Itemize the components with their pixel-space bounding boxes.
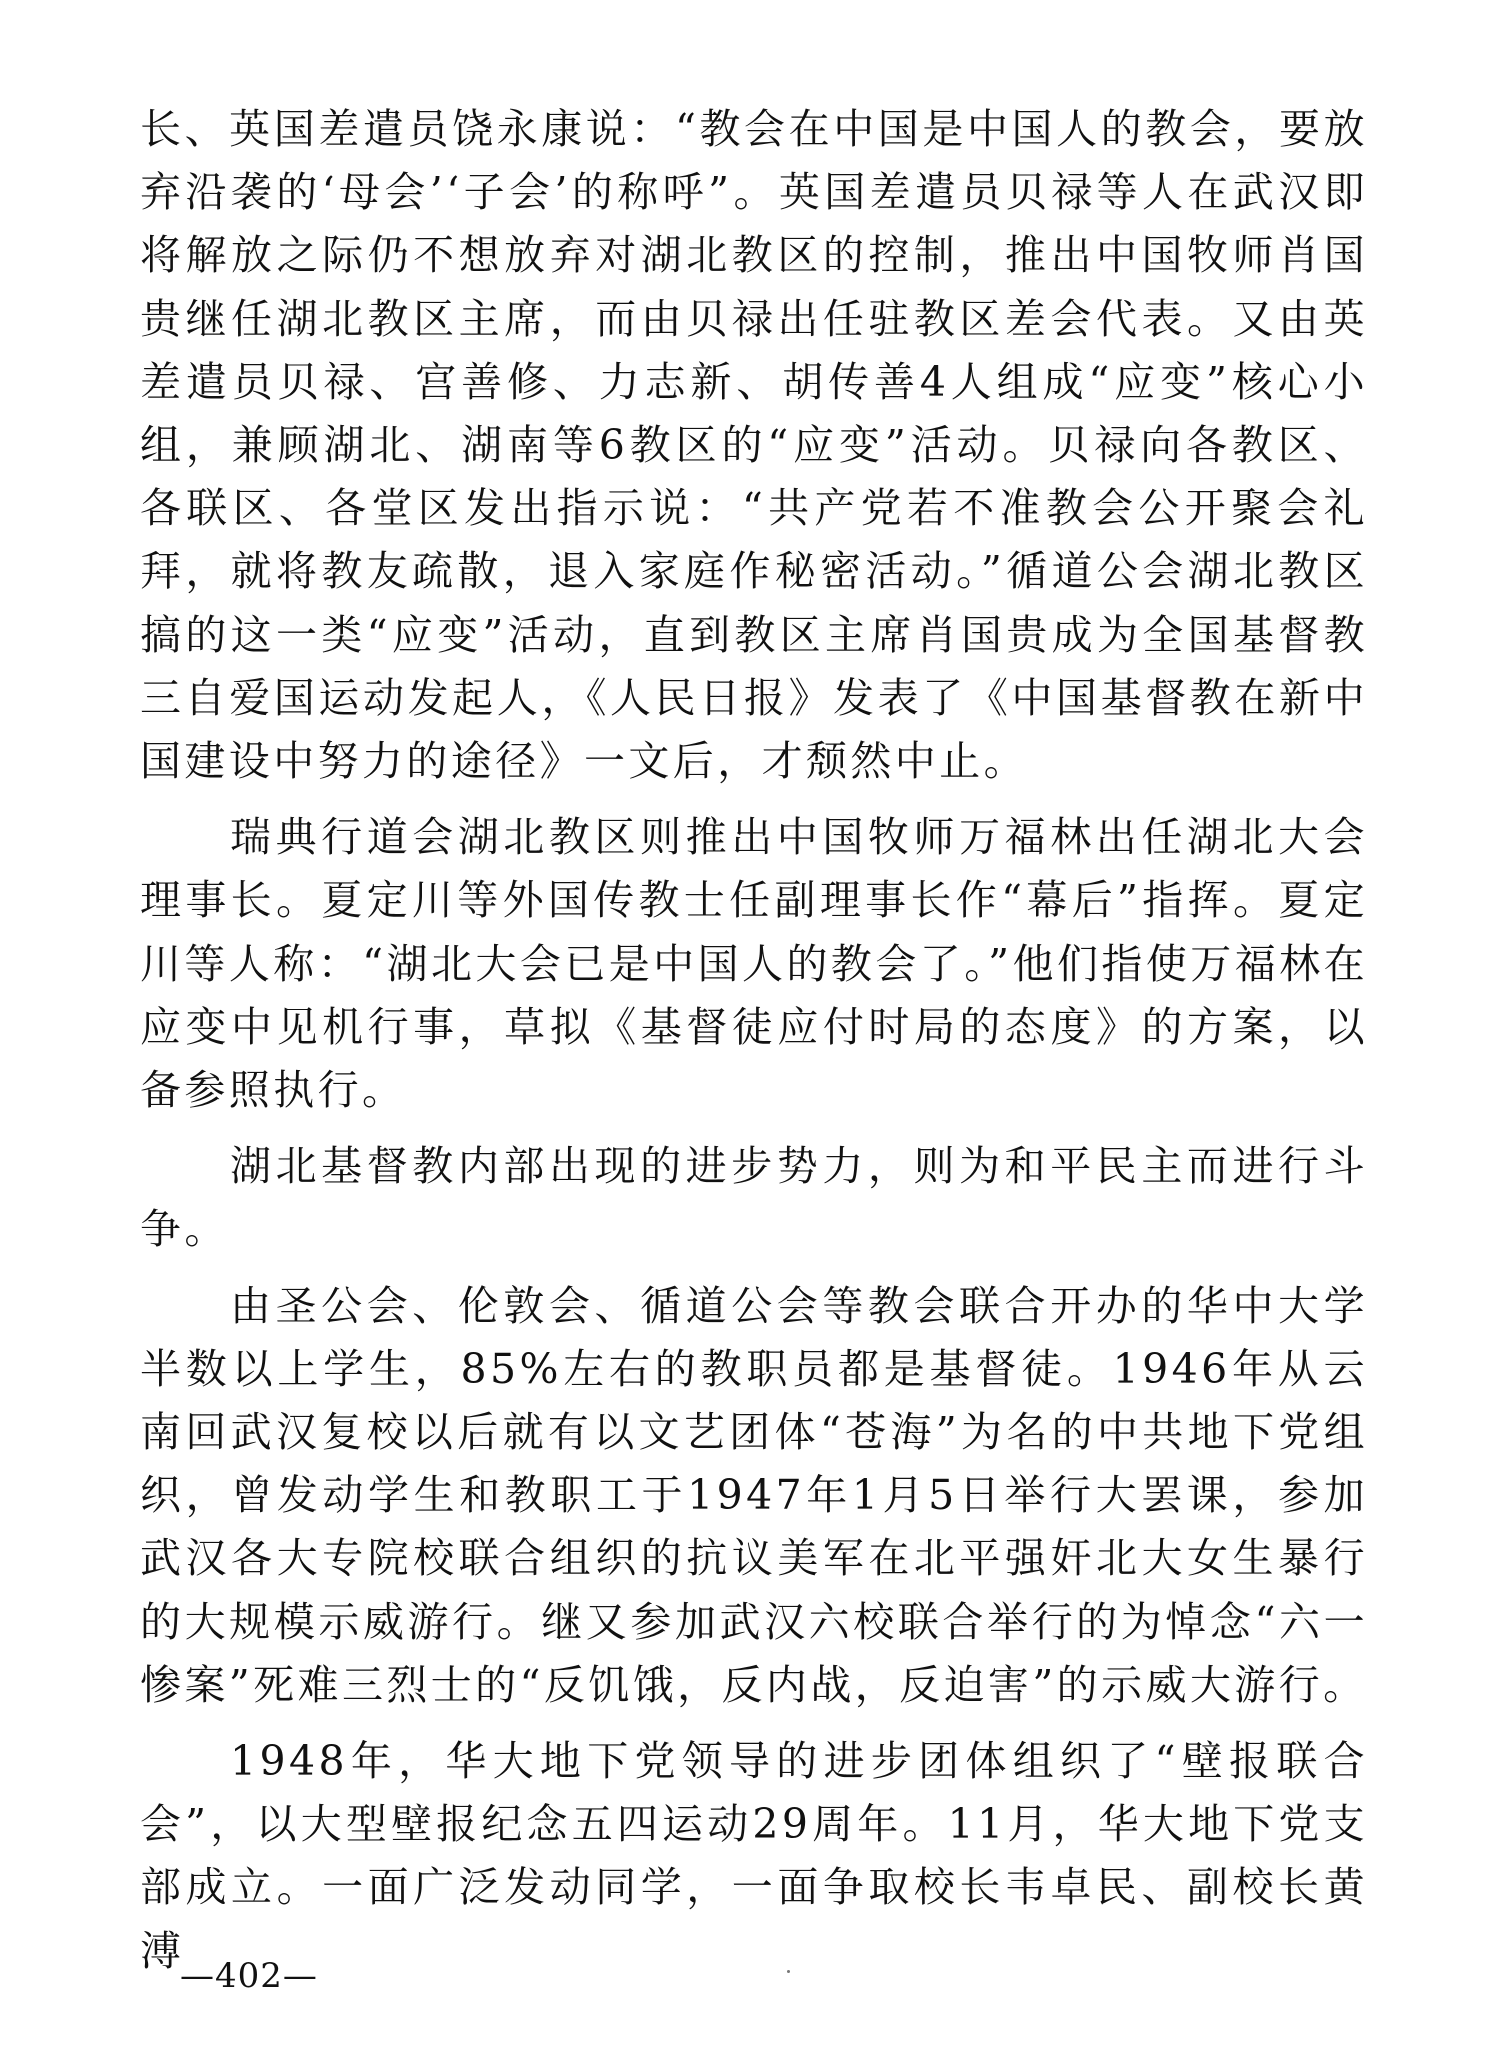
body-text [140, 98, 1368, 1983]
paragraph-4: 由圣公会、伦敦会、循道公会等教会联合开办的华中大学半数以上学生，85%左右的教职员都是基督徒。1946年从云南回武汉复校以后就有以文艺团体“苍海”为名的中共地下党组织，曾发动学生和教职工于1947年1月5日举行大罢课，参加武汉各大专院校联合组织的抗议美军在北平强奸北大女生暴行的大规模示威游行。继又参加武汉六校联合举行的为悼念“六一惨案”死难三烈士的“反饥饿，反内战，反迫害”的示威大游行。 [140, 1281, 1368, 1709]
paragraph-5: 1948年，华大地下党领导的进步团体组织了“壁报联合会”，以大型壁报纪念五四运动29周年。11月，华大地下党支部成立。一面广泛发动同学，一面争取校长韦卓民、副校长黄溥 [140, 1737, 1368, 1975]
scan-speck [787, 1970, 790, 1973]
page-number: —402— [180, 1956, 318, 1996]
paragraph-1: 长、英国差遣员饶永康说：“教会在中国是中国人的教会，要放弃沿袭的‘母会’‘子会’的称呼”。英国差遣员贝禄等人在武汉即将解放之际仍不想放弃对湖北教区的控制，推出中国牧师肖国贵继任湖北教区主席，而由贝禄出任驻教区差会代表。又由英差遣员贝禄、宫善修、力志新、胡传善4人组成“应变”核心小组，兼顾湖北、湖南等6教区的“应变”活动。贝禄向各教区、各联区、各堂区发出指示说：“共产党若不准教会公开聚会礼拜，就将教友疏散，退入家庭作秘密活动。”循道公会湖北教区搞的这一类“应变”活动，直到教区主席肖国贵成为全国基督教三自爱国运动发起人，《人民日报》发表了《中国基督教在新中国建设中努力的途径》一文后，才颓然中止。 [140, 105, 1368, 786]
paragraph-2: 瑞典行道会湖北教区则推出中国牧师万福林出任湖北大会理事长。夏定川等外国传教士任副理事长作“幕后”指挥。夏定川等人称：“湖北大会已是中国人的教会了。”他们指使万福林在应变中见机行事，草拟《基督徒应付时局的态度》的方案，以备参照执行。 [140, 813, 1368, 1115]
paragraph-3: 湖北基督教内部出现的进步势力，则为和平民主而进行斗争。 [140, 1142, 1368, 1254]
